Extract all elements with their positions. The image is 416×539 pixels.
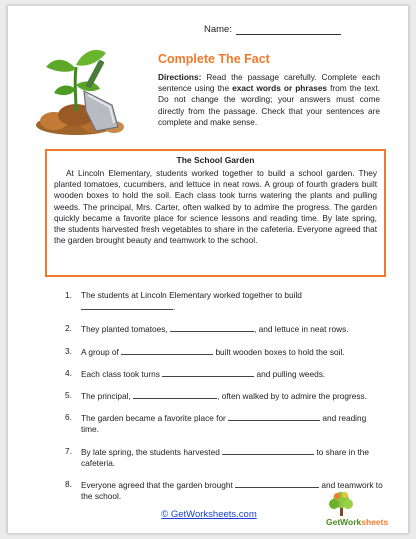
question-text-before: The principal, [81, 391, 134, 402]
question-text-after: built wooden boxes to hold the soil. [213, 346, 345, 357]
question-text-before: A group of [81, 346, 122, 357]
question-text-before: The garden became a favorite place for [81, 413, 229, 424]
answer-blank[interactable] [222, 446, 314, 455]
passage-box [45, 149, 386, 277]
seedling-trowel-illustration [26, 39, 134, 139]
question-text-after: to share in the cafeteria. [81, 446, 370, 468]
answer-blank[interactable] [170, 323, 254, 332]
question-number: 8. [65, 479, 72, 490]
svg-text:GetWorksheets: GetWorksheets [326, 517, 389, 527]
question-number: 5. [65, 390, 72, 401]
question-number: 6. [65, 412, 72, 423]
question-text-after: and teamwork to the school. [81, 480, 383, 502]
question-2 [65, 323, 385, 335]
question-5 [65, 390, 385, 402]
getworksheets-link[interactable]: © GetWorksheets.com [161, 509, 257, 520]
question-number: 1. [65, 290, 72, 300]
worksheet-page [7, 5, 409, 534]
question-text-before: Everyone agreed that the garden brought [81, 480, 236, 491]
passage-text: At Lincoln Elementary, students worked together to build a school garden. They planted tomatoes, cucumbers, and lettuce in neat rows. A group of fourth graders built wooden boxes to hold the soil. Each class took turns watering the plants and pulling weeds. The principal, Mrs. Carter, often walked by to admire the progress. The garden quickly became a favorite place for science lessons and reading time. By late spring, the students harvested fresh vegetables to share in the cafeteria. Everyone agreed that the garden brought beauty and teamwork to the school. [54, 168, 377, 246]
directions-text-a: Read the passage carefully. Complete each sentence using the [158, 72, 380, 94]
question-number: 2. [65, 323, 72, 334]
question-text-before: By late spring, the students harvested [81, 446, 223, 457]
question-number: 4. [65, 367, 72, 378]
getworksheets-logo [322, 486, 406, 530]
worksheet-title: Complete The Fact [158, 52, 270, 66]
directions-text [158, 72, 380, 128]
question-1 [65, 290, 385, 313]
question-number: 3. [65, 345, 72, 356]
name-input-line[interactable] [236, 25, 341, 35]
passage-title: The School Garden [176, 155, 255, 165]
name-field-row: Name : [204, 24, 341, 35]
answer-blank[interactable] [121, 346, 213, 355]
question-4 [65, 368, 385, 380]
question-list [65, 290, 385, 512]
directions-emphasis: exact words or phrases [232, 83, 328, 94]
name-label: Name [204, 24, 230, 35]
directions-text-b: from the text. Do not change the wording; your answers must come directly from the passage. Check that your sentences are complete and make sense. [158, 83, 380, 127]
answer-blank[interactable] [162, 368, 254, 377]
answer-blank[interactable] [235, 479, 319, 488]
question-7 [65, 446, 385, 469]
question-text-after: , often walked by to admire the progress. [217, 391, 368, 402]
question-text-after: and pulling weeds. [254, 368, 326, 379]
question-number: 7. [65, 445, 72, 456]
directions-lead: Directions: [158, 72, 202, 82]
question-text-after: and reading time. [81, 413, 367, 435]
question-text-before: Each class took turns [81, 368, 163, 379]
answer-blank[interactable] [228, 412, 320, 421]
question-text-after: . [173, 302, 176, 313]
question-3 [65, 346, 385, 358]
answer-blank[interactable] [81, 301, 176, 313]
question-text-before: They planted tomatoes, [81, 324, 171, 335]
answer-blank[interactable] [133, 390, 217, 399]
question-text-before: The students at Lincoln Elementary worked together to build [81, 290, 302, 300]
question-6 [65, 412, 385, 435]
question-text-after: , and lettuce in neat rows. [254, 324, 349, 335]
